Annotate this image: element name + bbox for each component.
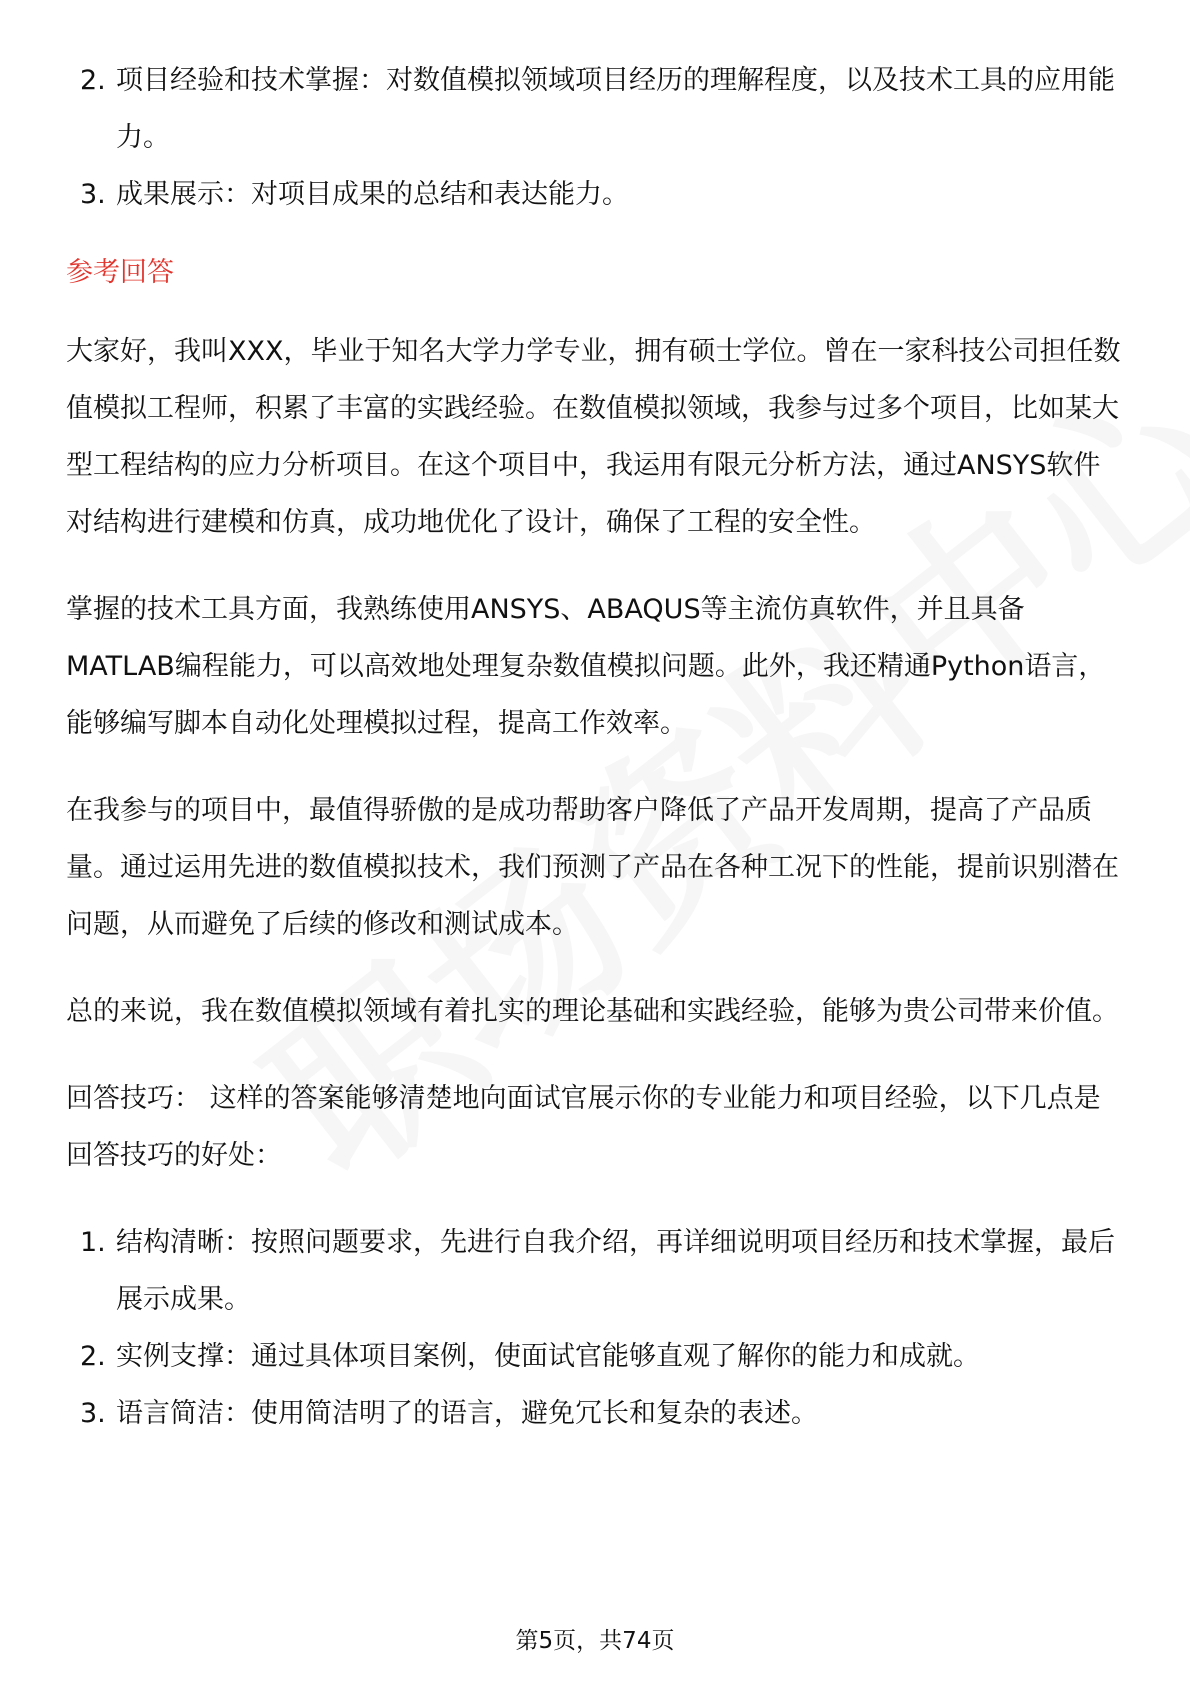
list-item-number: 2.	[80, 65, 106, 96]
list-item	[66, 166, 1126, 223]
section-title: 参考回答	[66, 257, 174, 288]
list-item	[66, 1385, 1126, 1442]
tips-intro-paragraph: 回答技巧： 这样的答案能够清楚地向面试官展示你的专业能力和项目经验，以下几点是回答技巧的好处：	[66, 1083, 1101, 1171]
criteria-list	[66, 52, 1126, 223]
answer-paragraph: 总的来说，我在数值模拟领域有着扎实的理论基础和实践经验，能够为贵公司带来价值。	[66, 996, 1119, 1027]
list-item-text: 实例支撑：通过具体项目案例，使面试官能够直观了解你的能力和成就。	[116, 1341, 980, 1372]
list-item-number: 3.	[80, 1398, 106, 1429]
answer-paragraph: 掌握的技术工具方面，我熟练使用ANSYS、ABAQUS等主流仿真软件，并且具备MATLAB编程能力，可以高效地处理复杂数值模拟问题。此外，我还精通Python语言，能够编写脚本自动化处理模拟过程，提高工作效率。	[66, 594, 1106, 739]
list-item-text: 语言简洁：使用简洁明了的语言，避免冗长和复杂的表述。	[116, 1398, 818, 1429]
document-page	[66, 52, 1126, 1442]
tips-list	[66, 1214, 1126, 1442]
list-item-text: 结构清晰：按照问题要求，先进行自我介绍，再详细说明项目经历和技术掌握，最后展示成果。	[116, 1227, 1115, 1315]
answer-paragraph: 大家好，我叫XXX，毕业于知名大学力学专业，拥有硕士学位。曾在一家科技公司担任数值模拟工程师，积累了丰富的实践经验。在数值模拟领域，我参与过多个项目，比如某大型工程结构的应力分析项目。在这个项目中，我运用有限元分析方法，通过ANSYS软件对结构进行建模和仿真，成功地优化了设计，确保了工程的安全性。	[66, 336, 1121, 538]
list-item-text: 成果展示：对项目成果的总结和表达能力。	[116, 179, 629, 210]
page-footer: 第5页，共74页	[515, 1628, 675, 1654]
list-item	[66, 1328, 1126, 1385]
list-item-number: 3.	[80, 179, 106, 210]
list-item	[66, 52, 1126, 166]
list-item-text: 项目经验和技术掌握：对数值模拟领域项目经历的理解程度，以及技术工具的应用能力。	[116, 65, 1115, 153]
answer-paragraph: 在我参与的项目中，最值得骄傲的是成功帮助客户降低了产品开发周期，提高了产品质量。通过运用先进的数值模拟技术，我们预测了产品在各种工况下的性能，提前识别潜在问题，从而避免了后续的修改和测试成本。	[66, 795, 1119, 940]
list-item	[66, 1214, 1126, 1328]
list-item-number: 1.	[80, 1227, 106, 1258]
list-item-number: 2.	[80, 1341, 106, 1372]
